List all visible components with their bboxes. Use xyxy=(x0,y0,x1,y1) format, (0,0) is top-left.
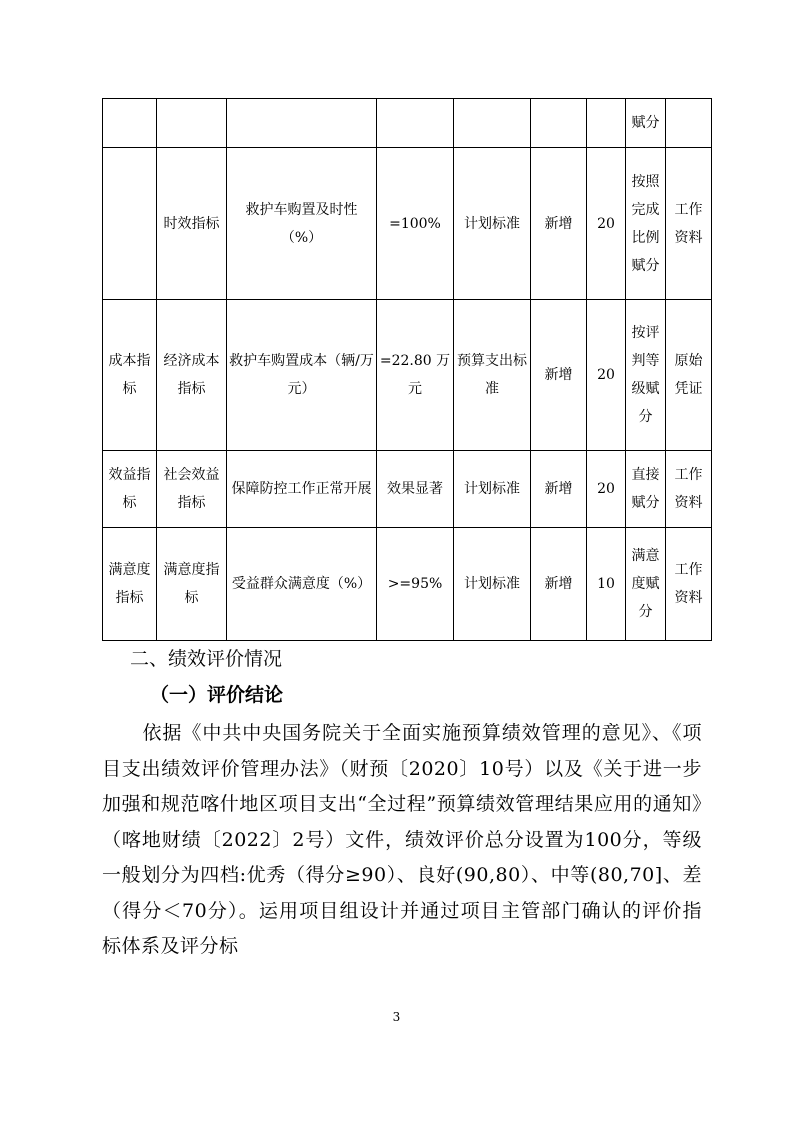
table-cell: 赋分 xyxy=(626,99,666,148)
table-cell: 工作资料 xyxy=(666,528,712,641)
table-cell: 10 xyxy=(587,528,626,641)
table-cell: 救护车购置成本（辆/万元） xyxy=(227,300,377,451)
page-number: 3 xyxy=(392,1010,401,1024)
table-row xyxy=(103,148,712,300)
table-cell: 新增 xyxy=(531,451,587,528)
table-cell: 直接赋分 xyxy=(626,451,666,528)
table-cell: 新增 xyxy=(531,148,587,300)
table-cell xyxy=(157,99,227,148)
table-cell: 原始凭证 xyxy=(666,300,712,451)
section-heading: 二、绩效评价情况 xyxy=(130,648,283,670)
table-cell: 计划标准 xyxy=(454,451,531,528)
table-cell: 成本指标 xyxy=(103,300,157,451)
table-cell: 工作资料 xyxy=(666,451,712,528)
table-cell: 满意度赋分 xyxy=(626,528,666,641)
table-cell xyxy=(227,99,377,148)
table-cell: >=95% xyxy=(377,528,454,641)
table-cell: 满意度指标 xyxy=(103,528,157,641)
performance-indicator-table xyxy=(102,98,712,641)
table-cell: 效益指标 xyxy=(103,451,157,528)
table-cell: 受益群众满意度（%） xyxy=(227,528,377,641)
table-cell: 时效指标 xyxy=(157,148,227,300)
table-row xyxy=(103,528,712,641)
table-cell xyxy=(103,99,157,148)
table-cell: =100% xyxy=(377,148,454,300)
table-cell xyxy=(454,99,531,148)
table-cell: 救护车购置及时性（%） xyxy=(227,148,377,300)
table-cell: 社会效益指标 xyxy=(157,451,227,528)
table-cell: 20 xyxy=(587,300,626,451)
table-row xyxy=(103,300,712,451)
table-cell xyxy=(103,148,157,300)
table-cell: 计划标准 xyxy=(454,148,531,300)
table-cell: 经济成本指标 xyxy=(157,300,227,451)
table-cell: 效果显著 xyxy=(377,451,454,528)
body-paragraph xyxy=(102,716,702,965)
paragraph-text: 依据《中共中央国务院关于全面实施预算绩效管理的意见》、《项目支出绩效评价管理办法》（财预〔2020〕10号）以及《关于进一步加强和规范喀什地区项目支出“全过程”预算绩效管理结果应用的通知》（喀地财绩〔2022〕2号）文件，绩效评价总分设置为100分，等级一般划分为四档:优秀（得分≥90）、良好(90,80）、中等(80,70]、差（得分＜70分）。运用项目组设计并通过项目主管部门确认的评价指标体系及评分标 xyxy=(102,722,702,957)
table-row xyxy=(103,99,712,148)
table-cell: 按照完成比例赋分 xyxy=(626,148,666,300)
table-row xyxy=(103,451,712,528)
table-cell: 工作资料 xyxy=(666,148,712,300)
table-cell: 20 xyxy=(587,148,626,300)
table-cell: 20 xyxy=(587,451,626,528)
table-cell: =22.80 万元 xyxy=(377,300,454,451)
table-cell: 预算支出标准 xyxy=(454,300,531,451)
table-cell xyxy=(531,99,587,148)
subsection-heading: （一）评价结论 xyxy=(150,684,284,706)
table-cell: 新增 xyxy=(531,528,587,641)
table-cell xyxy=(666,99,712,148)
table-cell: 保障防控工作正常开展 xyxy=(227,451,377,528)
table-cell xyxy=(377,99,454,148)
table-cell: 按评判等级赋分 xyxy=(626,300,666,451)
table-cell: 满意度指标 xyxy=(157,528,227,641)
table-cell: 新增 xyxy=(531,300,587,451)
table-cell: 计划标准 xyxy=(454,528,531,641)
table-cell xyxy=(587,99,626,148)
